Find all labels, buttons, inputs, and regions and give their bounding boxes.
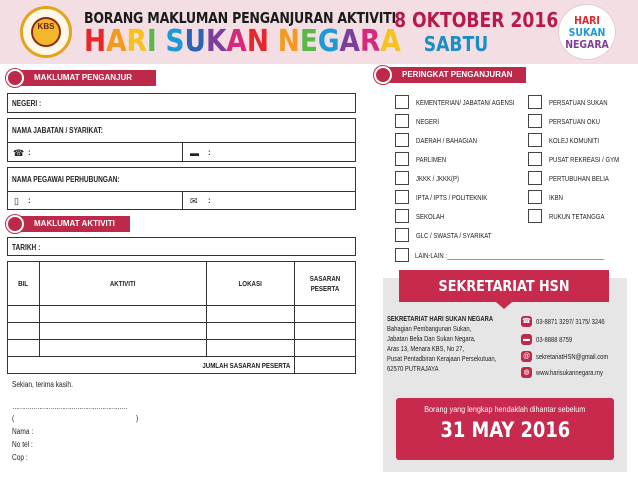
- negeri-field[interactable]: [7, 93, 356, 113]
- address-line: 62570 PUTRAJAYA: [387, 364, 439, 373]
- table-row[interactable]: [8, 340, 356, 357]
- level-right-checkbox-label: IKBN: [549, 193, 564, 202]
- level-right-checkbox-label: PUSAT REKREASI / GYM: [549, 155, 620, 164]
- fax-icon: ▬: [190, 148, 199, 158]
- level-right-checkbox-label: KOLEJ KOMUNITI: [549, 136, 600, 145]
- address-line: Aras 13, Menara KBS, No 27,: [387, 344, 465, 353]
- tab-bullet-icon: [6, 215, 24, 233]
- level-left-checkbox[interactable]: [395, 171, 409, 185]
- phone-colon: :: [28, 148, 31, 157]
- level-left-checkbox-label: KEMENTERIAN/ JABATAN/ AGENSI: [416, 98, 515, 107]
- section-label-organizer: MAKLUMAT PENGANJUR: [34, 73, 133, 82]
- table-header-row: [8, 262, 356, 306]
- event-title-letter: N: [277, 24, 300, 59]
- secretariat-phone: 03-8871 3297/ 3175/ 3246: [536, 317, 605, 326]
- jabatan-label: NAMA JABATAN / SYARIKAT:: [12, 126, 103, 135]
- level-right-checkbox-label: PERSATUAN SUKAN: [549, 98, 608, 107]
- kbs-logo: [20, 6, 72, 58]
- event-title-letter: E: [299, 24, 318, 59]
- hsn-logo: [558, 4, 616, 60]
- email-icon: ✉: [190, 196, 198, 206]
- section-label-activity: MAKLUMAT AKTIVITI: [34, 219, 115, 228]
- deadline-text: Borang yang lengkap hendaklah dihantar sebelum: [424, 404, 586, 414]
- activity-table: [7, 261, 356, 374]
- mobile-colon: :: [28, 196, 31, 205]
- negeri-label: NEGERI :: [12, 99, 42, 108]
- event-title-letter: U: [184, 24, 206, 59]
- secretariat-email[interactable]: sekretariatHSN@gmail.com: [536, 352, 609, 361]
- level-left-checkbox[interactable]: [395, 190, 409, 204]
- email-icon: @: [522, 353, 531, 360]
- secretariat-banner: [399, 270, 609, 302]
- name-paren-open: (: [12, 414, 15, 423]
- telephone-icon: ☎: [13, 148, 25, 158]
- level-left-checkbox-label: GLC / SWASTA / SYARIKAT: [416, 231, 492, 240]
- event-title-letter: A: [226, 24, 247, 59]
- table-total-row: [8, 357, 356, 374]
- event-title-letter: S: [165, 24, 185, 59]
- pegawai-field[interactable]: [7, 167, 356, 210]
- event-title-letter: K: [205, 24, 227, 59]
- divider: [182, 191, 183, 210]
- section-label-level: PERINGKAT PENGANJURAN: [402, 70, 513, 79]
- hsn-logo-line-2: SUKAN: [568, 26, 606, 39]
- form-title: BORANG MAKLUMAN PENGANJURAN AKTIVITI: [84, 9, 396, 27]
- header-banner: [0, 0, 638, 64]
- event-title: [84, 26, 401, 58]
- divider: [182, 142, 183, 162]
- level-left-checkbox[interactable]: [395, 228, 409, 242]
- level-right-checkbox[interactable]: [528, 171, 542, 185]
- globe-icon: ◍: [521, 367, 532, 378]
- level-right-checkbox[interactable]: [528, 95, 542, 109]
- name-paren-close: ): [136, 414, 139, 423]
- level-left-checkbox-label: JKKK / JKKK(P): [416, 174, 460, 183]
- event-title-letter: R: [126, 24, 147, 59]
- tarikh-field[interactable]: [7, 237, 356, 256]
- col-header-lokasi: LOKASI: [207, 262, 295, 306]
- col-header-aktiviti: AKTIVITI: [39, 262, 206, 306]
- section-tab-organizer: [12, 70, 156, 86]
- level-right-checkbox[interactable]: [528, 133, 542, 147]
- secretariat-fax: 03-8888 8759: [536, 335, 573, 344]
- level-right-checkbox[interactable]: [528, 152, 542, 166]
- secretariat-website[interactable]: www.harisukannegara.my: [536, 368, 603, 377]
- phone-icon: ☎: [522, 318, 531, 325]
- event-title-letter: I: [146, 24, 157, 59]
- tab-bullet-icon: [374, 66, 392, 84]
- fax-icon: ▬: [523, 336, 530, 343]
- total-value[interactable]: [294, 357, 355, 374]
- tarikh-label: TARIKH :: [12, 243, 41, 252]
- level-left-checkbox-label: PARLIMEN: [416, 155, 447, 164]
- level-left-checkbox-label: DAERAH / BAHAGIAN: [416, 136, 478, 145]
- level-left-checkbox[interactable]: [395, 114, 409, 128]
- jabatan-field[interactable]: [7, 118, 356, 162]
- name-label: Nama :: [12, 427, 34, 436]
- section-tab-level: [380, 67, 526, 83]
- checkbox-lain-lain[interactable]: [395, 248, 409, 262]
- event-date: 8 OKTOBER 2016: [394, 8, 559, 32]
- hsn-logo-line-1: HARI: [574, 14, 600, 27]
- deadline-date: 31 MAY 2016: [440, 418, 570, 442]
- mobile-phone-icon: ▯: [14, 196, 19, 206]
- address-line: Pusat Pentadbiran Kerajaan Persekutuan,: [387, 354, 497, 363]
- level-right-checkbox-label: PERTUBUHAN BELIA: [549, 174, 609, 183]
- level-left-checkbox[interactable]: [395, 152, 409, 166]
- event-title-letter: R: [359, 24, 381, 59]
- event-title-letter: A: [106, 24, 127, 59]
- event-title-letter: H: [84, 24, 107, 59]
- deadline-box: [396, 398, 614, 460]
- event-title-letter: G: [317, 24, 340, 59]
- level-right-checkbox[interactable]: [528, 209, 542, 223]
- closing-thanks: Sekian, terima kasih.: [12, 380, 73, 389]
- event-title-letter: A: [339, 24, 360, 59]
- hsn-logo-line-3: NEGARA: [565, 38, 609, 51]
- secretariat-org-name: SEKRETARIAT HARI SUKAN NEGARA: [387, 314, 494, 323]
- secretariat-title: SEKRETARIAT HSN: [438, 277, 570, 295]
- address-line: Bahagian Pembangunan Sukan,: [387, 324, 472, 333]
- table-row[interactable]: [8, 323, 356, 340]
- kbs-logo-text: KBS: [37, 22, 55, 31]
- level-left-checkbox[interactable]: [395, 133, 409, 147]
- level-right-checkbox[interactable]: [528, 190, 542, 204]
- event-day: SABTU: [423, 32, 489, 56]
- fax-colon: :: [208, 148, 211, 157]
- phone-label: No tel :: [12, 440, 33, 449]
- email-colon: :: [208, 196, 211, 205]
- level-left-checkbox-label: NEGERI: [416, 117, 440, 126]
- table-row[interactable]: [8, 306, 356, 323]
- section-tab-activity: [12, 216, 130, 232]
- level-right-checkbox[interactable]: [528, 114, 542, 128]
- pegawai-label: NAMA PEGAWAI PERHUBUNGAN:: [12, 175, 120, 184]
- checkbox-label-lain-lain: LAIN-LAIN :_______________________________________________: [415, 251, 604, 260]
- level-left-checkbox[interactable]: [395, 209, 409, 223]
- address-line: Jabatan Belia Dan Sukan Negara,: [387, 334, 476, 343]
- signature-line: ……………………………………………………: [12, 402, 127, 411]
- col-header-sasaran: SASARAN PESERTA: [294, 262, 355, 306]
- level-left-checkbox[interactable]: [395, 95, 409, 109]
- level-right-checkbox-label: RUKUN TETANGGA: [549, 212, 605, 221]
- tab-bullet-icon: [6, 69, 24, 87]
- event-title-letter: N: [246, 24, 269, 59]
- event-title-letter: A: [380, 24, 401, 59]
- total-label: JUMLAH SASARAN PESERTA: [8, 357, 295, 374]
- level-right-checkbox-label: PERSATUAN OKU: [549, 117, 600, 126]
- stamp-label: Cop :: [12, 453, 28, 462]
- col-header-bil: BIL: [8, 262, 40, 306]
- level-left-checkbox-label: IPTA / IPTS / POLITEKNIK: [416, 193, 488, 202]
- level-left-checkbox-label: SEKOLAH: [416, 212, 445, 221]
